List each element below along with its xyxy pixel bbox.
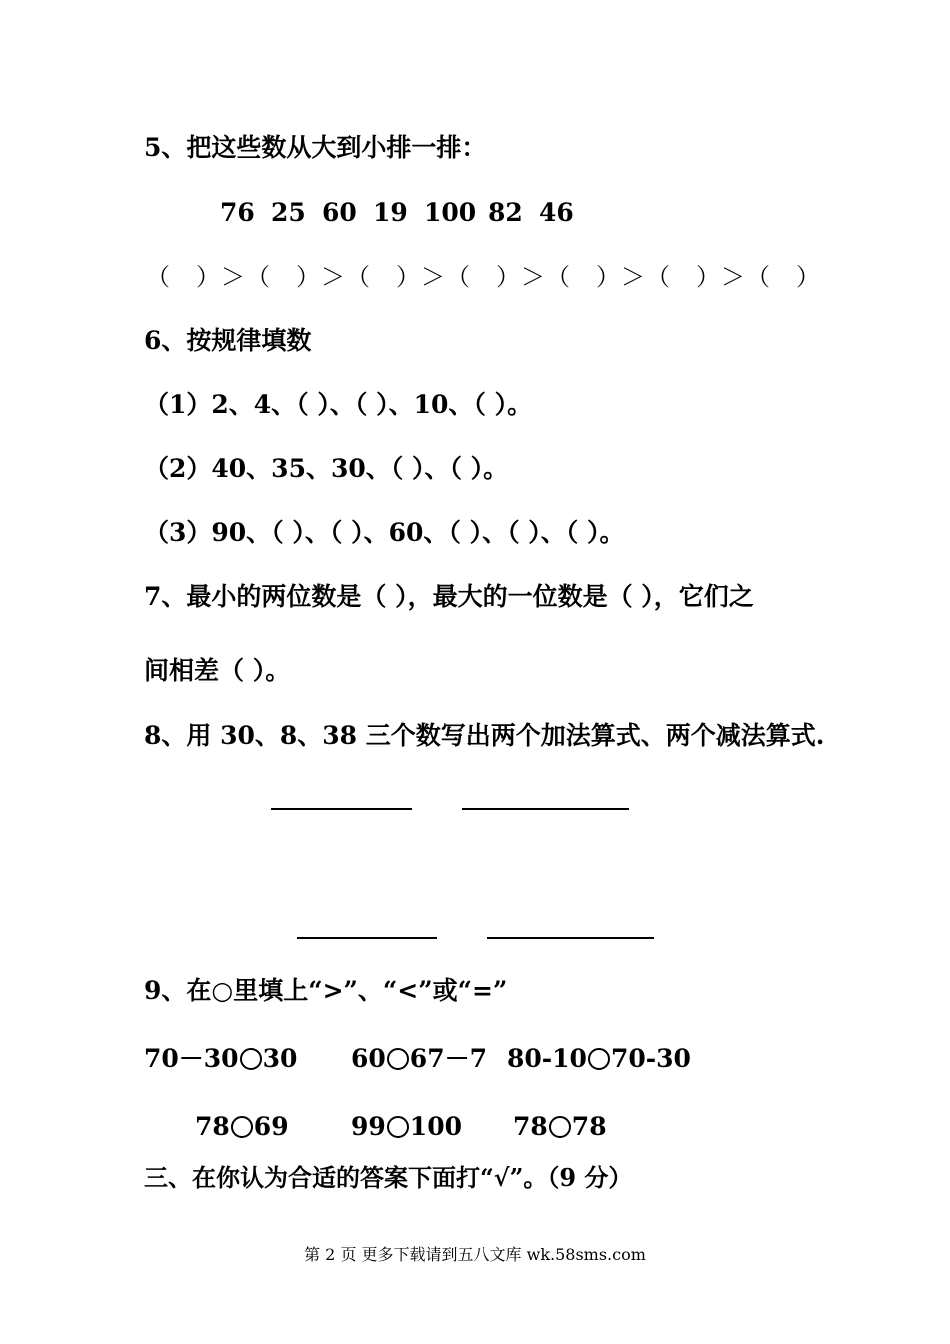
q6-title: 6、按规律填数	[144, 326, 312, 355]
comparison-left: 60	[351, 1044, 386, 1073]
circle-blank-icon[interactable]	[387, 1116, 409, 1138]
circle-blank-icon[interactable]	[231, 1116, 253, 1138]
comparison-right: 69	[253, 1112, 289, 1141]
section-3-title: 三、在你认为合适的答案下面打“√”。（9 分）	[144, 1163, 633, 1192]
q7-line-1: 7、最小的两位数是（ ），最大的一位数是（ ），它们之	[144, 582, 754, 611]
comparison-item	[144, 1044, 297, 1074]
answer-blank[interactable]	[271, 808, 412, 810]
page-footer: 第 2 页 更多下载请到五八文库 wk.58sms.com	[304, 1245, 646, 1264]
q9-title: 9、在○里填上“>”、“<”或“=”	[144, 976, 508, 1005]
answer-blank[interactable]	[487, 937, 654, 939]
comparison-left: 70－30	[144, 1044, 239, 1073]
comparison-right: 30	[262, 1044, 298, 1073]
circle-blank-icon[interactable]	[588, 1048, 610, 1070]
q5-number: 100	[424, 198, 477, 227]
q5-number: 82	[488, 198, 523, 227]
q5-answer-row: （ ）＞（ ）＞（ ）＞（ ）＞（ ）＞（ ）＞（ ）	[146, 263, 821, 291]
circle-blank-icon[interactable]	[240, 1048, 262, 1070]
comparison-right: 70-30	[610, 1044, 691, 1073]
comparison-left: 80-10	[507, 1044, 587, 1073]
q6-item-1: （1）2、4、（ ）、（ ）、10、（ ）。	[144, 390, 533, 419]
comparison-item	[195, 1112, 289, 1142]
q8-title: 8、用 30、8、38 三个数写出两个加法算式、两个减法算式.	[144, 721, 825, 750]
comparison-item	[507, 1044, 691, 1074]
comparison-item	[513, 1112, 607, 1142]
q5-number: 76	[220, 198, 255, 227]
q5-number: 19	[373, 198, 408, 227]
circle-blank-icon[interactable]	[549, 1116, 571, 1138]
comparison-left: 78	[513, 1112, 548, 1141]
answer-blank[interactable]	[462, 808, 629, 810]
q5-number: 60	[322, 198, 357, 227]
comparison-item	[351, 1112, 462, 1142]
q5-title: 5、把这些数从大到小排一排：	[144, 133, 487, 162]
q6-item-3: （3）90、（ ）、（ ）、60、（ ）、（ ）、（ ）。	[144, 518, 625, 547]
comparison-item	[351, 1044, 487, 1074]
q6-item-2: （2）40、35、30、（ ）、（ ）。	[144, 454, 509, 483]
comparison-right: 67－7	[409, 1044, 487, 1073]
q5-number: 25	[271, 198, 306, 227]
comparison-right: 100	[409, 1112, 462, 1141]
comparison-left: 78	[195, 1112, 230, 1141]
comparison-right: 78	[571, 1112, 607, 1141]
comparison-left: 99	[351, 1112, 386, 1141]
circle-blank-icon[interactable]	[387, 1048, 409, 1070]
q7-line-2: 间相差（ ）。	[144, 656, 291, 685]
answer-blank[interactable]	[297, 937, 437, 939]
q5-number: 46	[539, 198, 574, 227]
